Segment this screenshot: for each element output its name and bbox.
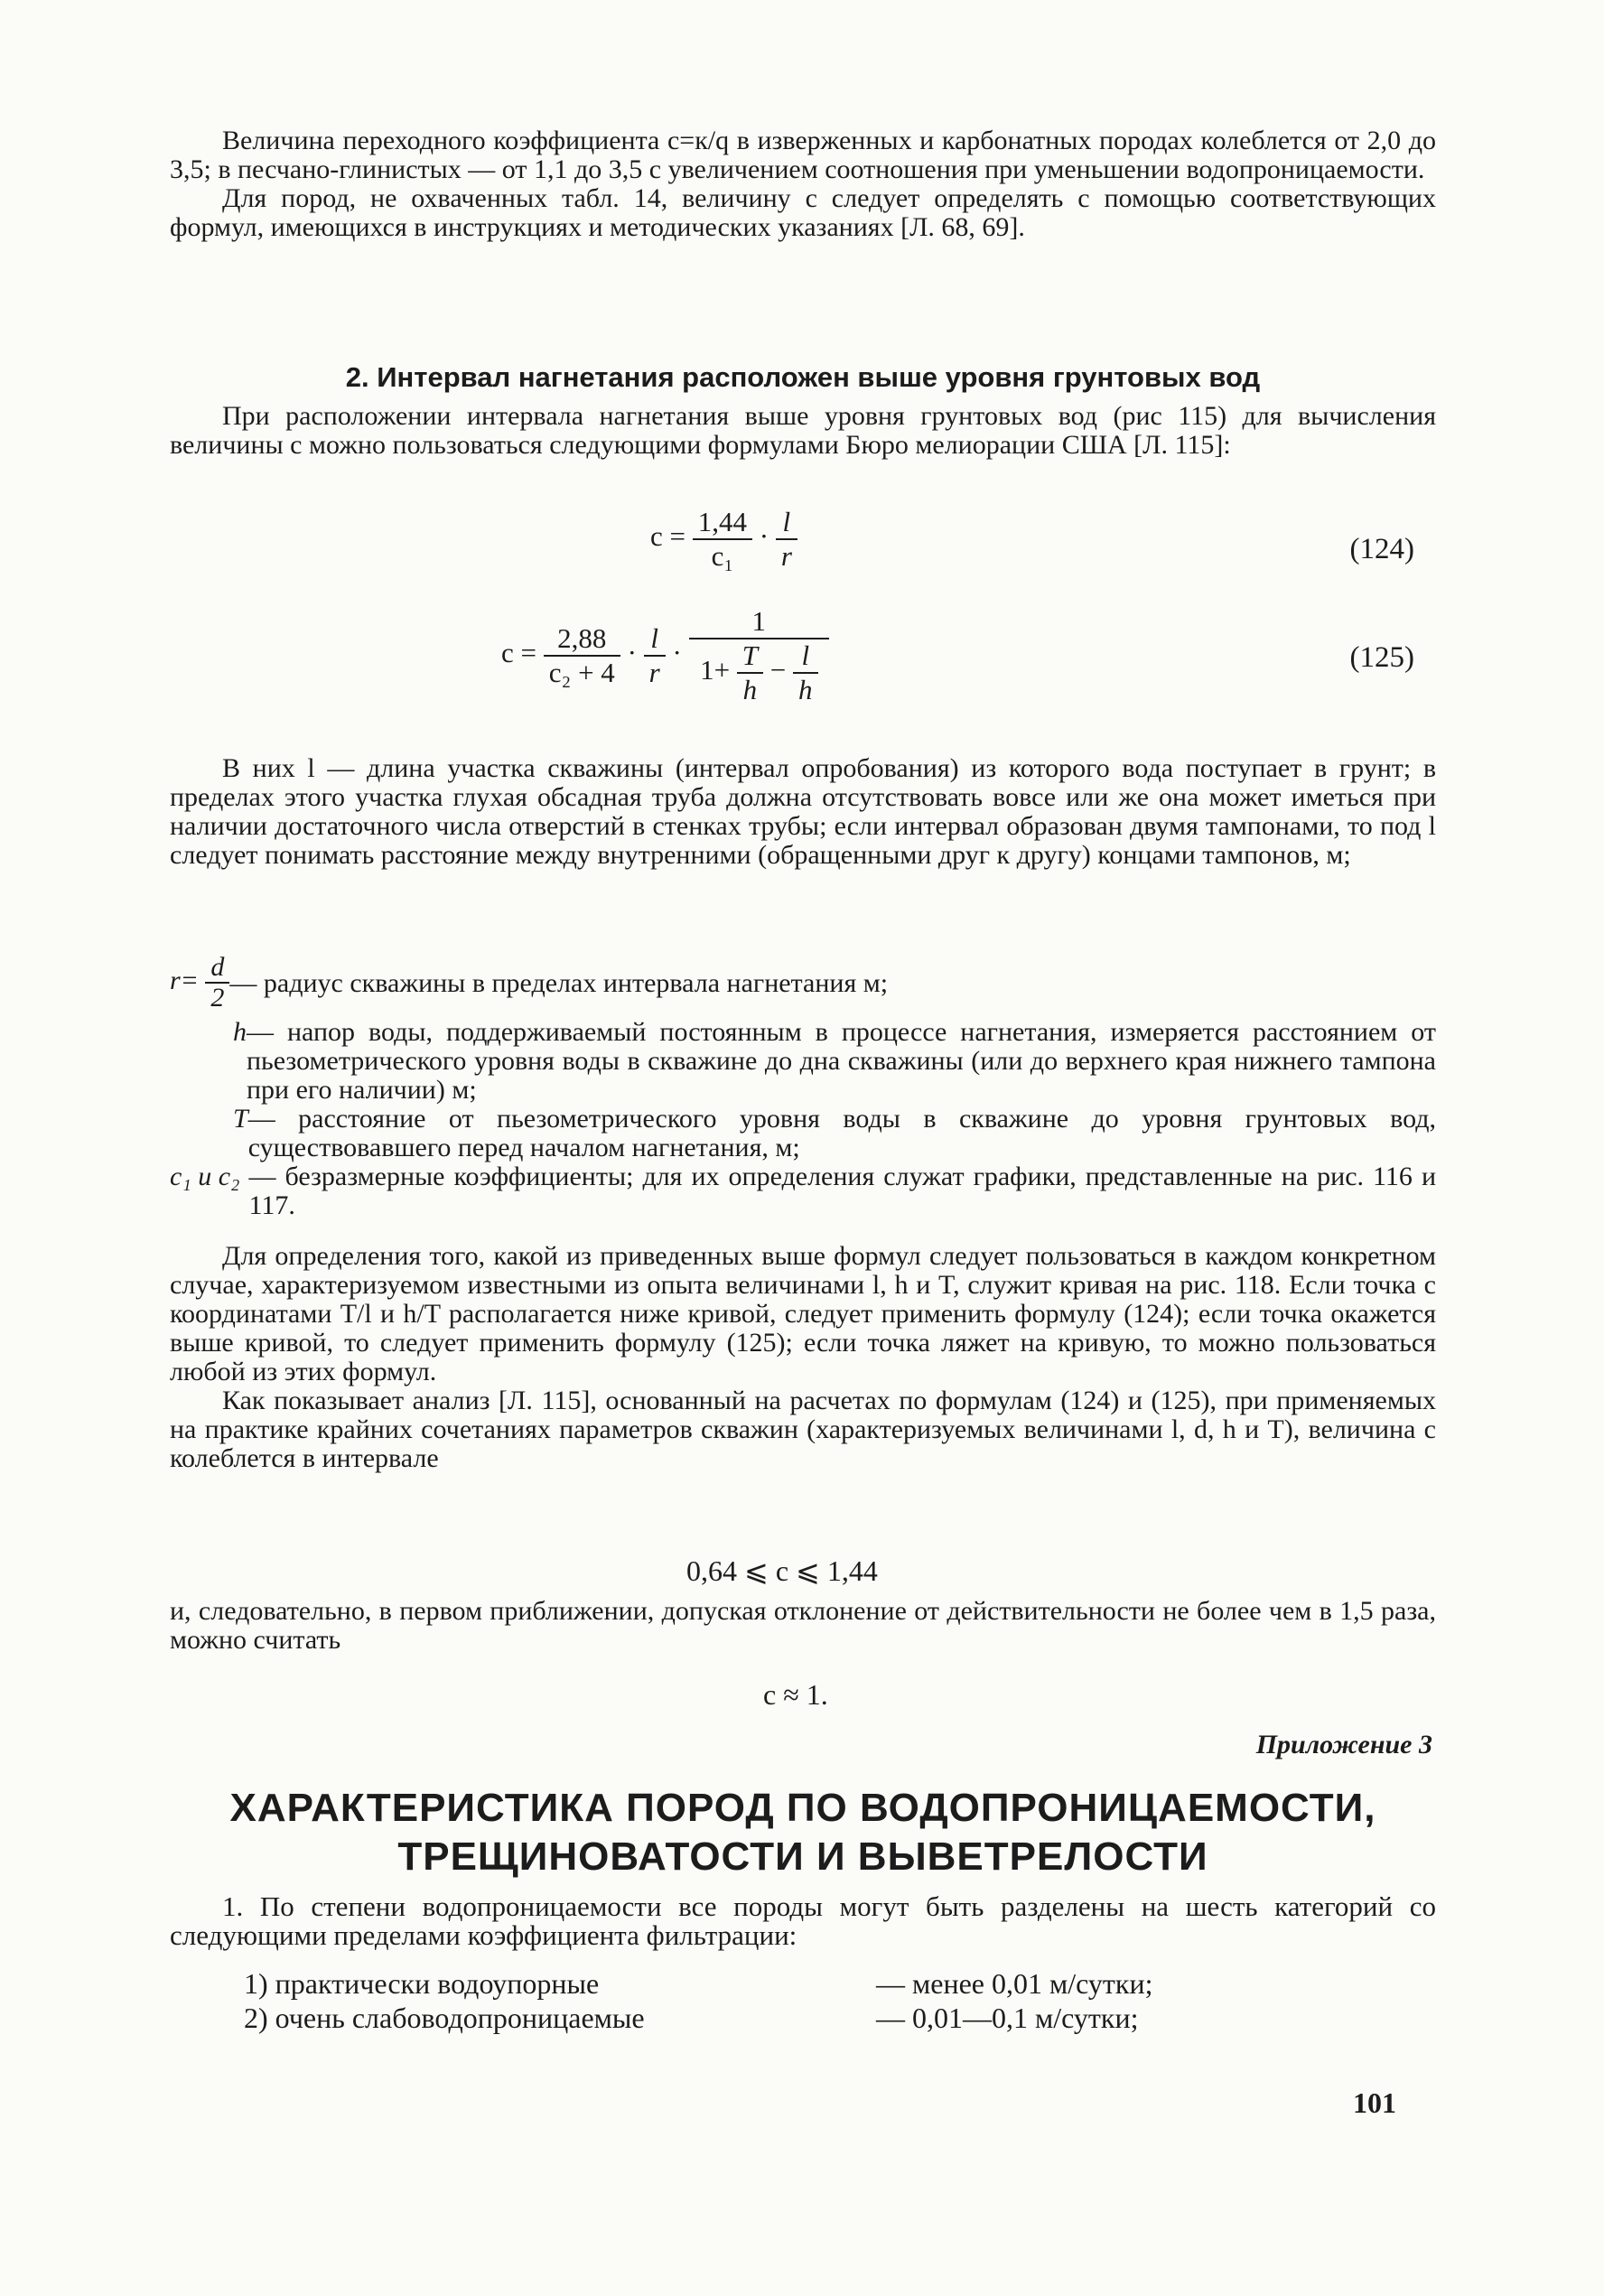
appendix-title-line-1: ХАРАКТЕРИСТИКА ПОРОД ПО ВОДОПРОНИЦАЕМОСТИ,: [229, 1786, 1376, 1830]
equation-number: (124): [1349, 533, 1414, 565]
fraction: [793, 639, 818, 706]
numerator: l: [644, 622, 666, 657]
paragraph-conclusion: и, следовательно, в первом приближении, допуская отклонение от действительности не более чем в 1,5 раза, можно считать: [170, 1596, 1436, 1655]
term: −: [769, 654, 787, 686]
definition-body: — расстояние от пьезометрического уровня воды в скважине до уровня грунтовых вод, существовавшего перед началом нагнетания, м;: [247, 1104, 1436, 1162]
definition-c: [170, 1162, 1436, 1220]
definition-body: — радиус скважины в пределах интервала нагнетания м;: [229, 968, 889, 998]
paragraph-formula-choice: Для определения того, какой из приведенных выше формул следует пользоваться в каждом конкретном случае, характеризуемом известными из опыта величинами l, h и T, служит кривая на рис. 118. Если точка с координатами T/l и h/T располагается ниже кривой, следует применить формулу (124); если точка окажется выше кривой, то следует применить формулу (125); если точка ляжет на кривую, то можно пользоваться любой из этих формул.: [170, 1241, 1436, 1386]
list-item: [244, 2002, 1436, 2035]
definition-term: T: [233, 1104, 248, 1134]
category-value: — менее 0,01 м/сутки;: [876, 1967, 1153, 2000]
definitions-list: [170, 953, 1436, 1220]
denominator: 2: [210, 983, 225, 1013]
denominator: r: [648, 657, 660, 688]
section-heading: 2. Интервал нагнетания расположен выше уровня грунтовых вод: [345, 361, 1261, 393]
denominator: c₂ + 4: [548, 657, 615, 688]
formula-125: c = $\frac{2,88}{\text{c₂ + 4}}$ · $\frac{l}{r}$ · 1 1+ $\frac{T}{h}$ − $\frac{l}{h}$: [501, 605, 829, 706]
term: r=: [170, 965, 199, 995]
denominator: [689, 639, 830, 706]
categories-intro-section: [170, 1892, 1436, 1950]
numerator: T: [737, 639, 763, 674]
formula-lhs: c =: [501, 637, 536, 669]
range-formula: 0,64 ⩽ c ⩽ 1,44: [686, 1554, 878, 1587]
conclusion-section: [170, 1597, 1436, 1655]
category-value: — 0,01—0,1 м/сутки;: [876, 2002, 1139, 2034]
fraction: [693, 506, 752, 573]
numerator: 2,88: [544, 622, 620, 657]
fraction: [544, 622, 620, 689]
definition-term: c₁ и c₂: [170, 1162, 240, 1191]
formula-choice-section: [170, 1242, 1436, 1473]
appendix-label: Приложение 3: [1255, 1730, 1432, 1759]
fraction: [689, 605, 830, 706]
definition-h: [170, 1018, 1436, 1105]
category-label: 1) практически водоупорные: [244, 1967, 600, 2000]
paragraph-categories: 1. По степени водопроницаемости все породы могут быть разделены на шесть категорий со следующими пределами коэффициента фильтрации:: [170, 1890, 1436, 1951]
fraction: [644, 622, 666, 689]
formula-lhs: c =: [650, 520, 685, 553]
definition-T: [170, 1105, 1436, 1162]
category-label: 2) очень слабоводопроницаемые: [244, 2002, 645, 2034]
numerator: 1,44: [693, 506, 752, 540]
approx-formula: c ≈ 1.: [763, 1678, 828, 1711]
definition-body: — напор воды, поддерживаемый постоянным в процессе нагнетания, измеряется расстоянием от пьезометрического уровня воды в скважине до дна скважины (или до верхнего края нижнего тампона при его наличии) м;: [247, 1017, 1436, 1105]
paragraph-transition-coefficient: Величина переходного коэффициента c=к/q в изверженных и карбонатных породах колеблется от 2,0 до 3,5; в песчано-глинистых — от 1,1 до 3,5 с увеличением соотношения при уменьшении водопроницаемости.: [170, 126, 1436, 184]
appendix-title: [170, 1784, 1436, 1881]
page-number: 101: [1353, 2086, 1396, 2119]
formula-124: c = $\frac{1,44}{\text{c₁}}$ · $\frac{l}{r}$: [650, 506, 797, 573]
list-item: [244, 1967, 1436, 2001]
numerator: l: [793, 639, 818, 674]
intro-section: [170, 126, 1436, 242]
denominator: r: [780, 540, 792, 572]
numerator: d: [205, 953, 229, 984]
definition-term: [170, 953, 229, 1013]
denominator: c₁: [711, 540, 734, 572]
fraction: [205, 953, 229, 1013]
l-definition-section: [170, 754, 1436, 870]
paragraph-other-rocks: Для пород, не охваченных табл. 14, величину c следует определять с помощью соответствующих формул, имеющихся в инструкциях и методических указаниях [Л. 68, 69].: [170, 183, 1436, 242]
definition-body: — безразмерные коэффициенты; для их определения служат графики, представленные на рис. 116 и 117.: [248, 1162, 1436, 1220]
equation-number: (125): [1349, 641, 1414, 674]
appendix-title-line-2: ТРЕЩИНОВАТОСТИ И ВЫВЕТРЕЛОСТИ: [397, 1834, 1208, 1879]
denominator: h: [798, 674, 813, 705]
usbr-section: [170, 402, 1436, 460]
paragraph-usbr-formulas: При расположении интервала нагнетания выше уровня грунтовых вод (рис 115) для вычисления величины c можно пользоваться следующими формулами Бюро мелиорации США [Л. 115]:: [170, 401, 1436, 460]
term: 1+: [700, 654, 731, 686]
numerator: l: [776, 506, 797, 540]
fraction: [776, 506, 797, 573]
fraction: [737, 639, 763, 706]
definition-r: [170, 953, 1436, 1013]
numerator: 1: [689, 605, 830, 639]
definition-term: h: [233, 1017, 247, 1047]
paragraph-l-definition: В них l — длина участка скважины (интервал опробования) из которого вода поступает в грунт; в пределах этого участка глухая обсадная труба должна отсутствовать вовсе или же она может иметься при наличии достаточного числа отверстий в стенках трубы; если интервал образован двумя тампонами, то под l следует понимать расстояние между внутренними (обращенными друг к другу) концами тампонов, м;: [170, 753, 1436, 870]
paragraph-analysis: Как показывает анализ [Л. 115], основанный на расчетах по формулам (124) и (125), при применяемых на практике крайних сочетаниях параметров скважин (характеризуемых величинами l, d, h и T), величина c колеблется в интервале: [170, 1386, 1436, 1473]
denominator: h: [742, 674, 758, 705]
